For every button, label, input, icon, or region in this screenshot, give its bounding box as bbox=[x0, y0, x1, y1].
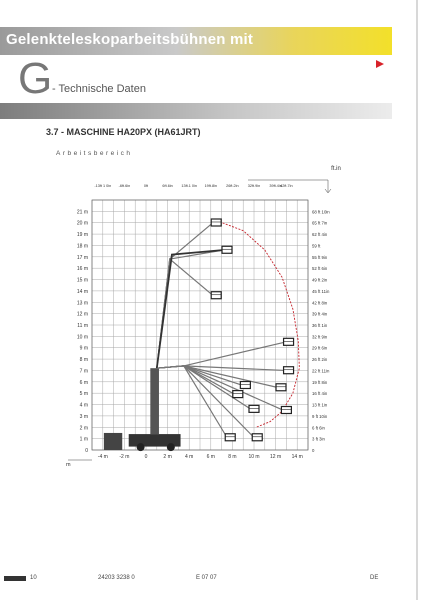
x-tick-label-ft: 42ft.7in bbox=[280, 184, 293, 188]
boom-position-line bbox=[157, 342, 286, 368]
section-divider-bar bbox=[0, 103, 392, 119]
footer-black-bar bbox=[4, 576, 26, 581]
platform-basket bbox=[225, 434, 235, 441]
y-tick-label-m: 1 m bbox=[79, 436, 88, 443]
page-edge-shadow bbox=[416, 0, 418, 600]
x-tick-label-m: 10 m bbox=[248, 454, 260, 460]
x-tick-label-ft: 39ft.4in bbox=[269, 184, 282, 188]
x-tick-label-ft: 13ft.1 0in bbox=[181, 184, 198, 188]
y-tick-label-m: 5 m bbox=[79, 391, 88, 398]
footer-page-number: 10 bbox=[30, 575, 37, 581]
x-tick-label-m: -2 m bbox=[119, 454, 130, 460]
y-tick-label-ft: 55 ft 9in bbox=[312, 254, 328, 260]
x-tick-label-m: 8 m bbox=[228, 454, 237, 460]
y-tick-label-m: 21 m bbox=[76, 209, 88, 216]
y-tick-label-ft: 45 ft 11in bbox=[312, 288, 330, 294]
logo-sub: GROUP bbox=[344, 68, 364, 73]
x-axis-unit-label: m bbox=[66, 462, 71, 468]
x-tick-label-m: -4 m bbox=[97, 454, 108, 460]
x-tick-label-m: 6 m bbox=[206, 454, 215, 460]
y-tick-label-m: 14 m bbox=[76, 288, 88, 295]
y-tick-label-m: 3 m bbox=[79, 413, 88, 420]
y-tick-label-ft: 52 ft 6in bbox=[312, 266, 328, 272]
x-tick-label-m: 12 m bbox=[270, 454, 282, 460]
platform-basket bbox=[252, 434, 262, 441]
machine-counterweight bbox=[104, 433, 122, 450]
haulotte-logo bbox=[334, 59, 386, 75]
footer-edition: E 07 07 bbox=[196, 575, 217, 581]
y-tick-label-ft: 22 ft 11in bbox=[312, 368, 330, 374]
y-tick-label-m: 4 m bbox=[79, 402, 88, 409]
platform-basket bbox=[276, 384, 286, 391]
x-tick-label-ft: 6ft.6in bbox=[162, 184, 173, 188]
y-tick-label-ft: 68 ft 10in bbox=[312, 209, 330, 215]
y-tick-label-ft: 59 ft bbox=[312, 243, 321, 249]
y-tick-label-m: 8 m bbox=[79, 357, 88, 364]
y-tick-label-ft: 39 ft 4in bbox=[312, 311, 328, 317]
platform-basket bbox=[211, 292, 221, 299]
platform-basket bbox=[281, 407, 291, 414]
x-tick-label-m: 14 m bbox=[291, 454, 303, 460]
y-tick-label-ft: 42 ft 8in bbox=[312, 300, 328, 306]
y-tick-label-ft: 29 ft 6in bbox=[312, 345, 328, 351]
y-tick-label-m: 20 m bbox=[76, 220, 88, 227]
header-banner bbox=[0, 27, 392, 73]
y-tick-label-m: 13 m bbox=[76, 300, 88, 307]
x-tick-label-m: 4 m bbox=[185, 454, 194, 460]
y-tick-label-m: 16 m bbox=[76, 266, 88, 273]
machine-riser-arm bbox=[150, 368, 159, 434]
y-tick-label-ft: 62 ft 4in bbox=[312, 232, 328, 238]
platform-basket bbox=[233, 391, 243, 398]
right-axis-unit-label: ft.in bbox=[331, 166, 341, 172]
x-tick-label-ft: 26ft.2in bbox=[226, 184, 239, 188]
y-tick-label-ft: 16 ft 4in bbox=[312, 391, 328, 397]
footer-language: DE bbox=[370, 575, 379, 581]
machine-title: 3.7 - MASCHINE HA20PX (HA61JRT) bbox=[46, 127, 201, 137]
section-letter: G bbox=[18, 54, 53, 103]
y-tick-label-m: 18 m bbox=[76, 243, 88, 250]
y-tick-label-m: 11 m bbox=[77, 323, 88, 329]
logo-arrow-icon bbox=[376, 60, 384, 68]
y-tick-label-m: 10 m bbox=[76, 334, 88, 341]
x-tick-label-m: 0 bbox=[144, 454, 148, 460]
logo-name: Haulotte bbox=[334, 59, 366, 68]
platform-basket bbox=[249, 405, 259, 412]
y-tick-label-ft: 36 ft 1in bbox=[312, 323, 328, 328]
y-tick-label-m: 0 bbox=[85, 448, 88, 454]
y-tick-label-ft: 3 ft 3in bbox=[312, 436, 325, 442]
x-tick-label-ft: 19ft.8in bbox=[204, 184, 218, 188]
x-tick-label-ft: 0ft bbox=[143, 184, 149, 188]
range-label: Arbeitsbereich bbox=[56, 150, 133, 157]
machine-wheel-rear bbox=[137, 443, 145, 451]
working-range-diagram bbox=[52, 162, 342, 472]
platform-basket bbox=[222, 246, 232, 253]
y-tick-label-ft: 13 ft 1in bbox=[312, 402, 328, 408]
platform-basket bbox=[211, 219, 221, 226]
y-tick-label-ft: 49 ft 2in bbox=[312, 277, 328, 283]
y-tick-label-ft: 65 ft 7in bbox=[312, 220, 328, 226]
y-tick-label-m: 17 m bbox=[76, 254, 88, 261]
y-tick-label-ft: 0 bbox=[312, 448, 315, 453]
y-tick-label-ft: 19 ft 8in bbox=[312, 379, 328, 385]
boom-position-line bbox=[157, 250, 224, 368]
y-tick-label-m: 19 m bbox=[76, 232, 88, 239]
platform-basket bbox=[284, 338, 294, 345]
y-tick-label-ft: 9 ft 10in bbox=[312, 413, 328, 419]
y-tick-label-m: 2 m bbox=[79, 425, 88, 432]
platform-basket bbox=[240, 382, 250, 389]
footer-doc-code: 24203 3238 0 bbox=[98, 575, 135, 581]
platform-basket bbox=[284, 367, 294, 374]
boom-main-line bbox=[157, 250, 224, 368]
y-tick-label-ft: 32 ft 9in bbox=[312, 334, 328, 340]
y-tick-label-ft: 26 ft 2in bbox=[312, 357, 328, 363]
section-subtitle: - Technische Daten bbox=[52, 83, 146, 95]
y-tick-label-ft: 6 ft 6in bbox=[312, 425, 325, 431]
y-tick-label-m: 7 m bbox=[79, 368, 88, 375]
x-tick-label-m: 2 m bbox=[163, 454, 172, 460]
x-tick-label-ft: -13ft 1 0in bbox=[94, 184, 112, 188]
y-tick-label-m: 12 m bbox=[76, 311, 88, 318]
y-tick-label-m: 6 m bbox=[79, 379, 88, 386]
machine-wheel-front bbox=[167, 443, 175, 451]
x-tick-label-ft: -6ft.6in bbox=[118, 184, 131, 188]
x-tick-label-ft: 32ft.9in bbox=[247, 184, 261, 188]
y-tick-label-m: 9 m bbox=[79, 345, 88, 352]
banner-title: Gelenkteleskoparbeitsbühnen mit bbox=[6, 31, 254, 48]
y-tick-label-m: 15 m bbox=[76, 277, 88, 284]
